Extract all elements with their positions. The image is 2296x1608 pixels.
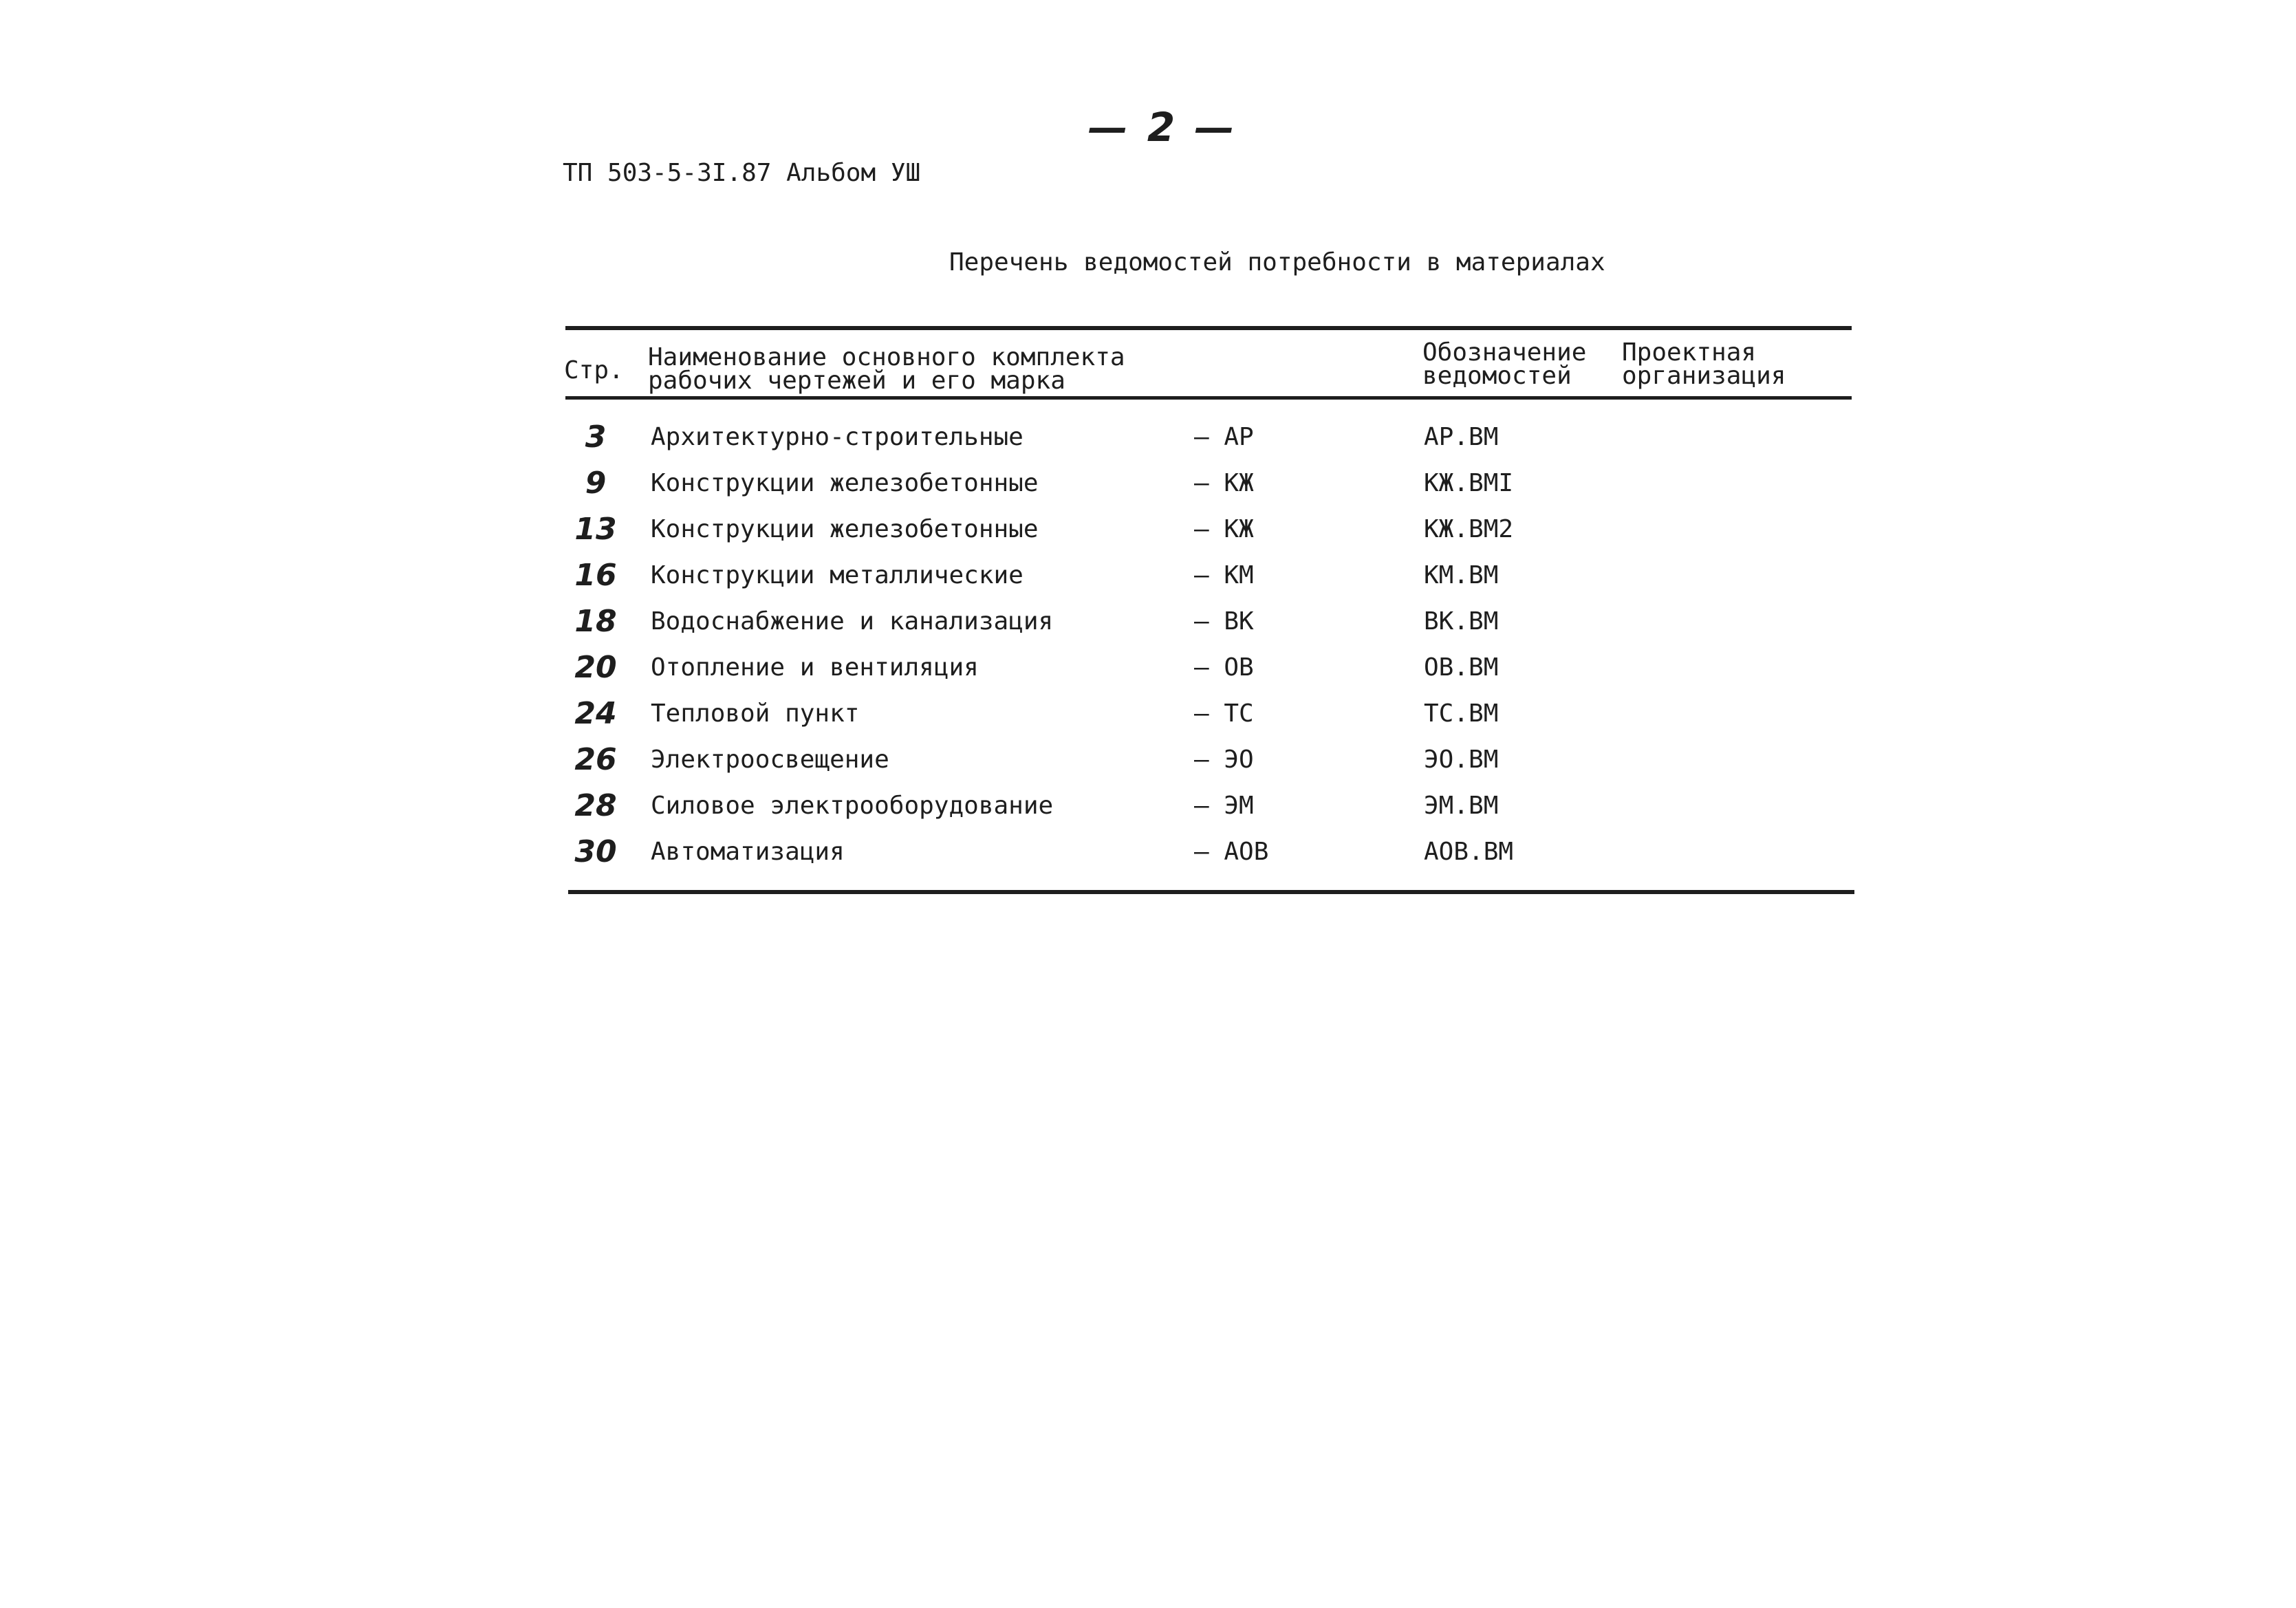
page-number: — 2 — [1087,104,1237,151]
table-row [0,695,2296,741]
row-mark: – ЭМ [1194,792,1254,820]
row-page: 18 [574,604,617,639]
row-mark: – ОВ [1194,653,1254,682]
table-row [0,602,2296,649]
table-row [0,418,2296,464]
row-mark: – КМ [1194,561,1254,589]
table-row [0,510,2296,556]
header-code-line1: Обозначение [1422,338,1587,367]
table-top-rule [565,326,1852,330]
row-page: 30 [574,834,617,869]
document-code: ТП 503-5-3I.87 Альбом УШ [563,159,921,187]
table-row [0,464,2296,510]
header-name-line2: рабочих чертежей и его марка [648,367,1065,395]
header-code [1422,338,1587,390]
row-mark: – ЭО [1194,746,1254,774]
table-body [0,418,2296,879]
table-row [0,741,2296,787]
row-mark: – ТС [1194,699,1254,728]
row-mark: – АР [1194,423,1254,451]
row-name: Отопление и вентиляция [651,653,979,682]
row-code: ЭО.ВМ [1424,746,1499,774]
row-code: КМ.ВМ [1424,561,1499,589]
row-code: ВК.ВМ [1424,607,1499,635]
row-page: 13 [574,512,617,547]
header-page [564,356,624,384]
table-row [0,833,2296,879]
row-mark: – АОВ [1194,838,1269,866]
row-code: ЭМ.ВМ [1424,792,1499,820]
row-page: 28 [574,788,617,823]
header-org-line2: организация [1622,362,1786,390]
row-page: 16 [574,558,617,593]
header-name-line1: Наименование основного комплекта [648,343,1125,371]
row-mark: – КЖ [1194,515,1254,543]
table-row [0,649,2296,695]
row-code: АР.ВМ [1424,423,1499,451]
row-name: Электроосвещение [651,746,889,774]
row-name: Архитектурно-строительные [651,423,1024,451]
row-name: Конструкции железобетонные [651,515,1039,543]
row-mark: – КЖ [1194,469,1254,497]
row-code: КЖ.ВМ2 [1424,515,1514,543]
row-page: 3 [585,420,607,455]
row-name: Тепловой пункт [651,699,860,728]
table-header-rule [565,396,1852,400]
row-page: 9 [585,466,607,501]
row-name: Автоматизация [651,838,845,866]
row-mark: – ВК [1194,607,1254,635]
table-row [0,556,2296,602]
row-name: Водоснабжение и канализация [651,607,1054,635]
row-code: ОВ.ВМ [1424,653,1499,682]
header-org-line1: Проектная [1622,338,1757,367]
table-row [0,787,2296,833]
row-name: Силовое электрооборудование [651,792,1054,820]
row-name: Конструкции железобетонные [651,469,1039,497]
row-page: 20 [574,650,617,685]
document-title: Перечень ведомостей потребности в материалах [949,248,1605,276]
row-code: АОВ.ВМ [1424,838,1514,866]
header-page-label: Стр. [564,356,624,384]
row-code: КЖ.ВМI [1424,469,1514,497]
row-code: ТС.ВМ [1424,699,1499,728]
row-page: 24 [574,696,617,731]
header-name [648,343,1125,395]
header-code-line2: ведомостей [1422,362,1572,390]
table-bottom-rule [568,890,1854,894]
header-org [1622,338,1786,390]
row-page: 26 [574,742,617,777]
row-name: Конструкции металлические [651,561,1024,589]
